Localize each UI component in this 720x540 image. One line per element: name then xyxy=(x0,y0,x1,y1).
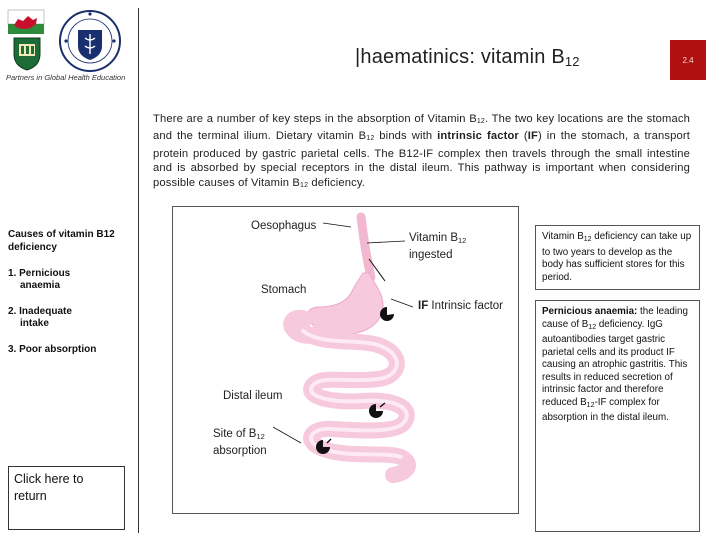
pernicious-anaemia-box: Pernicious anaemia: the leading cause of $B_{12}$ deficiency. IgG autoantibodies target gastric parietal cells and its product IF causing an atrophic gastritis. This results in reduced secretion of intrinsic factor and therefore reduced $B_{12}-IF$ complex for absorption in the distal ileum. xyxy=(535,300,700,532)
deficiency-timeline-box: Vitamin $B_{12}$ deficiency can take up to two years to develop as the body has sufficient stores for this period. xyxy=(535,225,700,290)
label-oesophagus: Oesophagus xyxy=(251,220,317,232)
welsh-dragon-logo xyxy=(8,10,44,34)
ingested-pointer xyxy=(367,241,405,243)
label-intrinsic-factor: IF Intrinsic factor xyxy=(418,300,504,312)
gut-diagram xyxy=(172,206,519,514)
causes-heading: Causes of vitamin B12 deficiency xyxy=(8,229,115,253)
divider-line xyxy=(138,8,139,533)
header-logos xyxy=(6,8,132,72)
label-vitamin-ingested: Vitamin $B_{12}$ ingested xyxy=(409,232,467,261)
cause-item-poor-absorption[interactable]: 3. Poor absorption xyxy=(8,344,97,355)
if-marker-icon xyxy=(380,307,394,321)
oesophagus-pointer xyxy=(323,223,351,227)
partners-caption: Partners in Global Health Education xyxy=(6,73,126,82)
cause-item-pernicious-anaemia[interactable]: 1. Pernicious anaemia xyxy=(8,268,71,291)
if-pointer xyxy=(391,299,413,307)
cause-item-inadequate-intake[interactable]: 2. Inadequate intake xyxy=(8,306,72,329)
return-button[interactable]: Click here to return xyxy=(8,466,125,530)
university-shield-logo xyxy=(14,38,40,70)
label-distal-ileum: Distal ileum xyxy=(223,390,283,402)
slide-number-badge: 2.4 xyxy=(670,40,706,80)
college-of-medicine-seal xyxy=(60,11,120,71)
intro-paragraph: There are a number of key steps in the absorption of Vitamin $B_{12}$. The two key locations are the stomach and the terminal ilium. Dietary vitamin $B_{12}$ binds with intrinsic factor (IF) in the stomach, a transport protein produced by gastric parietal cells. The B12-IF complex then travels through the small intestine and is absorbed by special receptors in the distal ileum. This pathway is important when considering possible causes of Vitamin $B_{12}$ deficiency. xyxy=(153,113,690,189)
site-pointer xyxy=(273,427,301,443)
label-stomach: Stomach xyxy=(261,284,307,296)
oesophagus-shape xyxy=(361,217,371,277)
page-title: |haematinics: vitamin $B_{12}$ xyxy=(355,46,580,69)
causes-list xyxy=(8,228,128,370)
label-absorption-site: Site of $B_{12}$ absorption xyxy=(213,428,267,457)
